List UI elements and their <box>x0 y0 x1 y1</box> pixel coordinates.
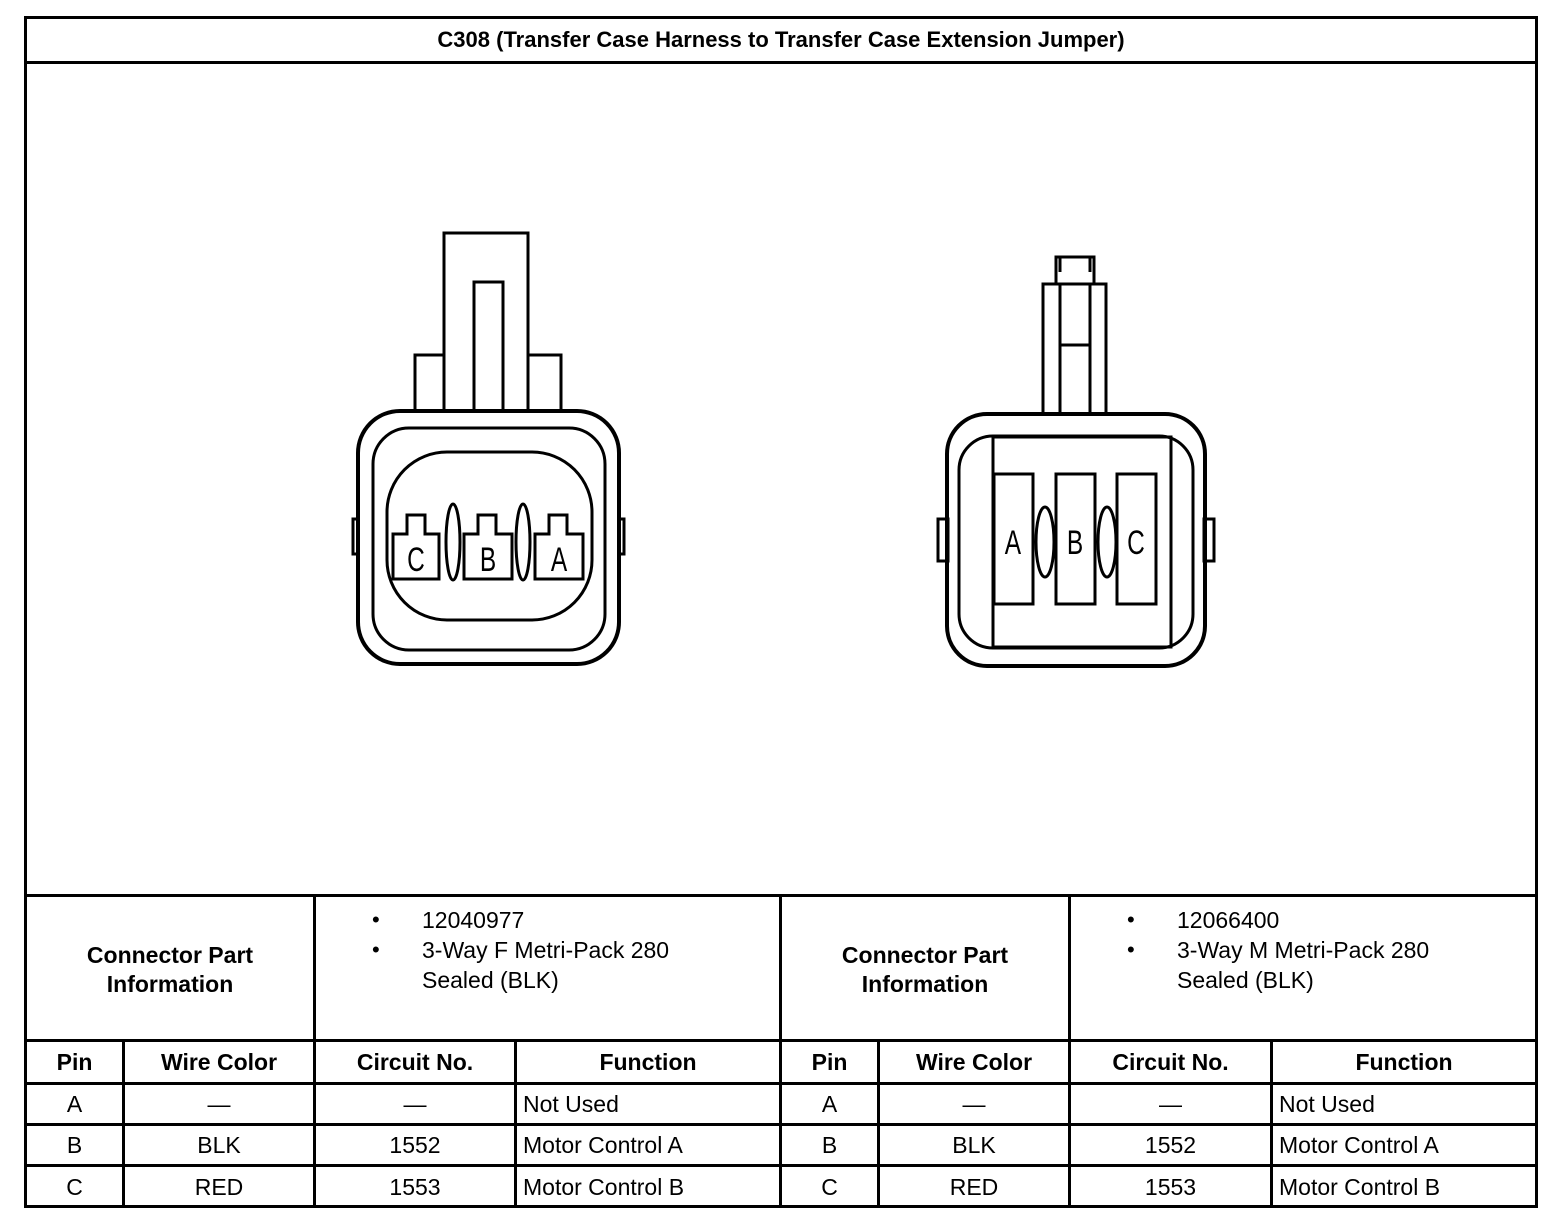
pin-cell: C <box>782 1167 880 1208</box>
connector-sheet <box>24 16 1538 1208</box>
column-header: Pin <box>782 1042 880 1082</box>
pinout-table <box>27 1039 1535 1200</box>
column-header: Circuit No. <box>316 1042 517 1082</box>
function-cell: Motor Control B <box>517 1167 782 1208</box>
pin-cell: A <box>782 1085 880 1123</box>
page-title: C308 (Transfer Case Harness to Transfer Case Extension Jumper) <box>27 19 1535 64</box>
female-pin-label: A <box>550 541 568 580</box>
male-pin-label: B <box>1066 524 1084 563</box>
female-pin-label: B <box>479 541 497 580</box>
connector-info-label-text: Connector Part Information <box>86 941 254 997</box>
pin-cell: B <box>27 1126 125 1164</box>
wire-color-cell: RED <box>880 1167 1071 1208</box>
wire-color-cell: — <box>880 1085 1071 1123</box>
wire-color-cell: — <box>125 1085 316 1123</box>
part-number: • 12066400 <box>1177 905 1535 935</box>
function-cell: Motor Control A <box>1279 1131 1439 1158</box>
connector-info-label <box>782 897 1071 1042</box>
male-pin-label: A <box>1004 524 1022 563</box>
column-header: Wire Color <box>880 1042 1071 1082</box>
table-row <box>27 1167 1535 1208</box>
connector-info-value <box>1071 897 1535 1042</box>
wire-color-cell: RED <box>125 1167 316 1208</box>
connector-info-row <box>27 894 1535 1042</box>
female-connector-drawing <box>353 233 624 664</box>
circuit-cell: — <box>316 1085 517 1123</box>
table-row <box>27 1126 1535 1167</box>
column-header: Wire Color <box>125 1042 316 1082</box>
circuit-cell: 1552 <box>1071 1126 1273 1164</box>
table-row <box>27 1085 1535 1126</box>
function-cell: Motor Control A <box>517 1126 782 1164</box>
column-header: Circuit No. <box>1071 1042 1273 1082</box>
connector-diagram <box>27 64 1535 894</box>
part-description: • 3-Way F Metri-Pack 280 Sealed (BLK) <box>422 935 712 995</box>
connector-info-value <box>316 897 782 1042</box>
part-description: • 3-Way M Metri-Pack 280 Sealed (BLK) <box>1177 935 1477 995</box>
pin-cell: B <box>782 1126 880 1164</box>
circuit-cell: 1552 <box>316 1126 517 1164</box>
wire-color-cell: BLK <box>880 1126 1071 1164</box>
function-cell: Not Used <box>517 1085 782 1123</box>
male-pin-label: C <box>1127 524 1145 563</box>
circuit-cell: 1553 <box>316 1167 517 1208</box>
connector-info-label <box>27 897 316 1042</box>
column-header: Pin <box>27 1042 125 1082</box>
pin-cell: C <box>27 1167 125 1208</box>
column-header: Function <box>1355 1048 1453 1075</box>
female-pin-label: C <box>407 541 425 580</box>
pin-cell: A <box>27 1085 125 1123</box>
table-header-row <box>27 1042 1535 1085</box>
part-number: • 12040977 <box>422 905 779 935</box>
column-header: Function <box>517 1042 782 1082</box>
wire-color-cell: BLK <box>125 1126 316 1164</box>
function-cell: Motor Control B <box>1279 1174 1441 1200</box>
circuit-cell: — <box>1071 1085 1273 1123</box>
connector-info-label-text: Connector Part Information <box>841 941 1009 997</box>
function-cell: Not Used <box>1279 1090 1375 1117</box>
circuit-cell: 1553 <box>1071 1167 1273 1208</box>
